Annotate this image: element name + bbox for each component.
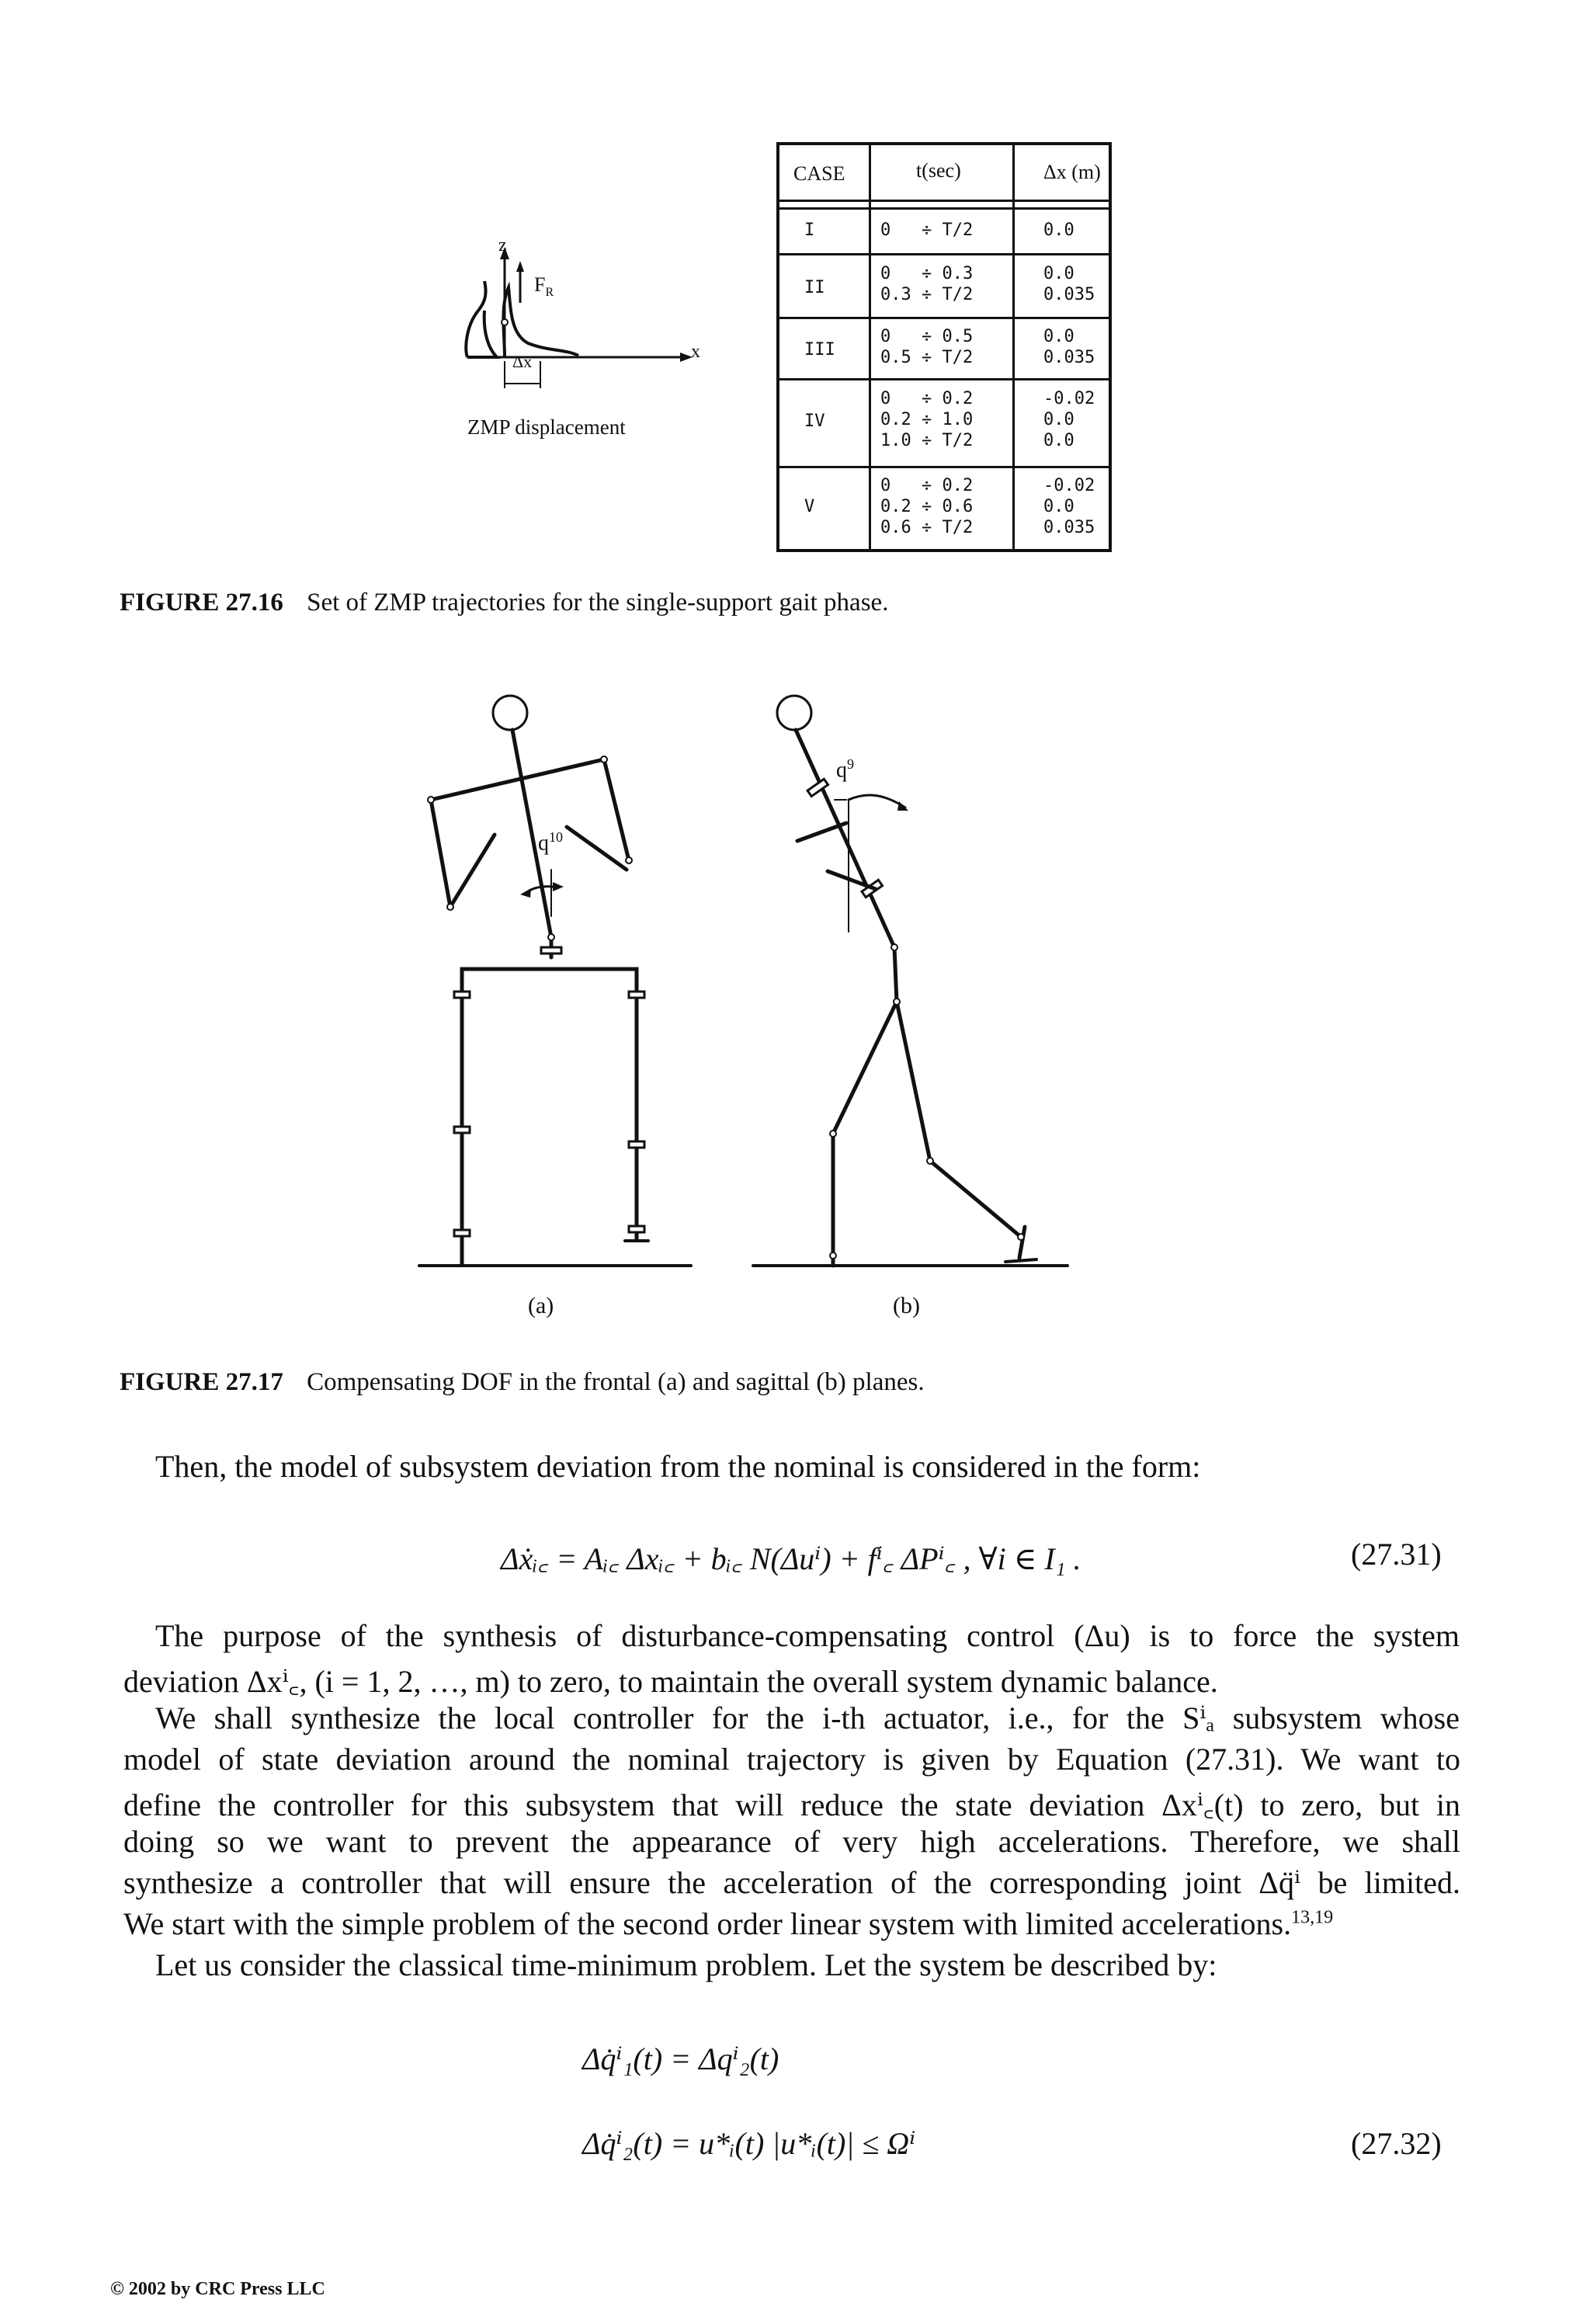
time-range: 0 ÷ T/2 — [880, 221, 974, 240]
paragraph-2-line-4: doing so we want to prevent the appearance of very high accelerations. Therefore, we shall — [123, 1824, 1460, 1859]
x-axis-label: x — [691, 342, 700, 362]
figure-27-16-text: Set of ZMP trajectories for the single-support gait phase. — [307, 589, 889, 617]
paragraph-3: Let us consider the classical time-minimum problem. Let the system be described by: — [155, 1947, 1217, 1982]
time-range: 0.6 ÷ T/2 — [880, 518, 974, 537]
case-label: II — [804, 278, 825, 297]
dx-value: 0.035 — [1043, 348, 1095, 367]
header-case: CASE — [793, 162, 845, 185]
foot-profile-main — [467, 311, 497, 357]
z-axis-label: z — [498, 235, 507, 255]
dx-value: 0.0 — [1043, 410, 1074, 429]
paragraph-2-line-6 — [123, 1905, 1333, 1942]
fr-label-main: F — [534, 273, 546, 296]
time-range: 0.2 ÷ 0.6 — [880, 497, 974, 516]
time-range: 1.0 ÷ T/2 — [880, 431, 974, 450]
figure-27-17-caption — [120, 1368, 925, 1397]
case-label: IV — [804, 412, 825, 431]
time-range: 0.2 ÷ 1.0 — [880, 410, 974, 429]
figure-27-17-label: FIGURE 27.17 — [120, 1368, 283, 1396]
dx-value: 0.0 — [1043, 327, 1074, 346]
header-time: t(sec) — [916, 159, 961, 182]
figure-27-16-caption — [120, 589, 888, 617]
equation-27-31-number: (27.31) — [1351, 1537, 1442, 1572]
time-range: 0 ÷ 0.2 — [880, 389, 974, 408]
paragraph-1-line-2: deviation Δxⁱ꜀, (i = 1, 2, …, m) to zero, to maintain the overall system dynamic balance. — [123, 1664, 1218, 1699]
case-label: V — [804, 497, 815, 516]
dx-value: -0.02 — [1043, 476, 1095, 495]
dx-value: 0.0 — [1043, 264, 1074, 283]
zmp-displacement-caption: ZMP displacement — [467, 415, 626, 439]
q9-label-sup: 9 — [847, 756, 854, 772]
dx-value: 0.0 — [1043, 221, 1074, 240]
case-label: III — [804, 340, 835, 360]
time-range: 0 ÷ 0.5 — [880, 327, 974, 346]
subfigure-a-label: (a) — [528, 1293, 554, 1318]
q10-label — [538, 829, 563, 856]
paragraph-2-line-6-text: We start with the simple problem of the second order linear system with limited accelerations. — [123, 1906, 1292, 1941]
equation-27-32-a: Δq̇ⁱ₁(t) = Δqⁱ₂(t) — [582, 2041, 779, 2076]
equation-27-32-b: Δq̇ⁱ₂(t) = u*ᵢ(t) |u*ᵢ(t)| ≤ Ωⁱ — [582, 2126, 916, 2161]
subfigure-b-label: (b) — [893, 1293, 920, 1318]
figure-27-17-text: Compensating DOF in the frontal (a) and sagittal (b) planes. — [307, 1368, 925, 1396]
copyright-footer: © 2002 by CRC Press LLC — [110, 2279, 325, 2299]
q9-label-main: q — [836, 758, 847, 783]
paragraph-2-line-2: model of state deviation around the nominal trajectory is given by Equation (27.31). We want to — [123, 1742, 1460, 1777]
dx-label: Δx — [512, 352, 533, 371]
zmp-trajectory-table — [776, 142, 1112, 552]
time-range: 0 ÷ 0.3 — [880, 264, 974, 283]
time-range: 0 ÷ 0.2 — [880, 476, 974, 495]
equation-27-31: Δẋᵢ꜀ = Aᵢ꜀ Δxᵢ꜀ + bᵢ꜀ N(Δuⁱ) + fⁱ꜀ ΔPⁱ꜀ , ∀i ∈ I₁ . — [501, 1541, 1081, 1576]
dx-value: 0.035 — [1043, 285, 1095, 304]
dx-value: 0.0 — [1043, 497, 1074, 516]
q9-label — [836, 756, 854, 783]
fr-label — [534, 273, 554, 300]
intro-text: Then, the model of subsystem deviation from the nominal is considered in the form: — [155, 1449, 1201, 1484]
time-range: 0.5 ÷ T/2 — [880, 348, 974, 367]
fr-label-sub: R — [545, 286, 554, 300]
time-range: 0.3 ÷ T/2 — [880, 285, 974, 304]
zmp-displacement-diagram — [450, 233, 714, 404]
equation-27-32-number: (27.32) — [1351, 2126, 1442, 2161]
q10-label-main: q — [538, 831, 549, 856]
dx-value: 0.0 — [1043, 431, 1074, 450]
figure-27-16-label: FIGURE 27.16 — [120, 589, 283, 617]
paragraph-1-line-1: The purpose of the synthesis of disturbance-compensating control (Δu) is to force the system — [155, 1618, 1460, 1653]
paragraph-2-line-3: define the controller for this subsystem that will reduce the state deviation Δxⁱ꜀(t) to zero, but in — [123, 1787, 1460, 1822]
q10-label-sup: 10 — [549, 829, 563, 845]
dx-value: -0.02 — [1043, 389, 1095, 408]
paragraph-2-refs: 13,19 — [1291, 1907, 1334, 1928]
paragraph-2-line-1: We shall synthesize the local controller for the i-th actuator, i.e., for the Sⁱₐ subsystem whose — [155, 1700, 1460, 1735]
dx-value: 0.035 — [1043, 518, 1095, 537]
paragraph-2-line-5: synthesize a controller that will ensure the acceleration of the corresponding joint Δq̈ⁱ be limited. — [123, 1865, 1460, 1900]
case-label: I — [804, 221, 815, 240]
header-dx: Δx (m) — [1043, 161, 1101, 183]
compensating-dof-diagram — [404, 683, 1071, 1304]
